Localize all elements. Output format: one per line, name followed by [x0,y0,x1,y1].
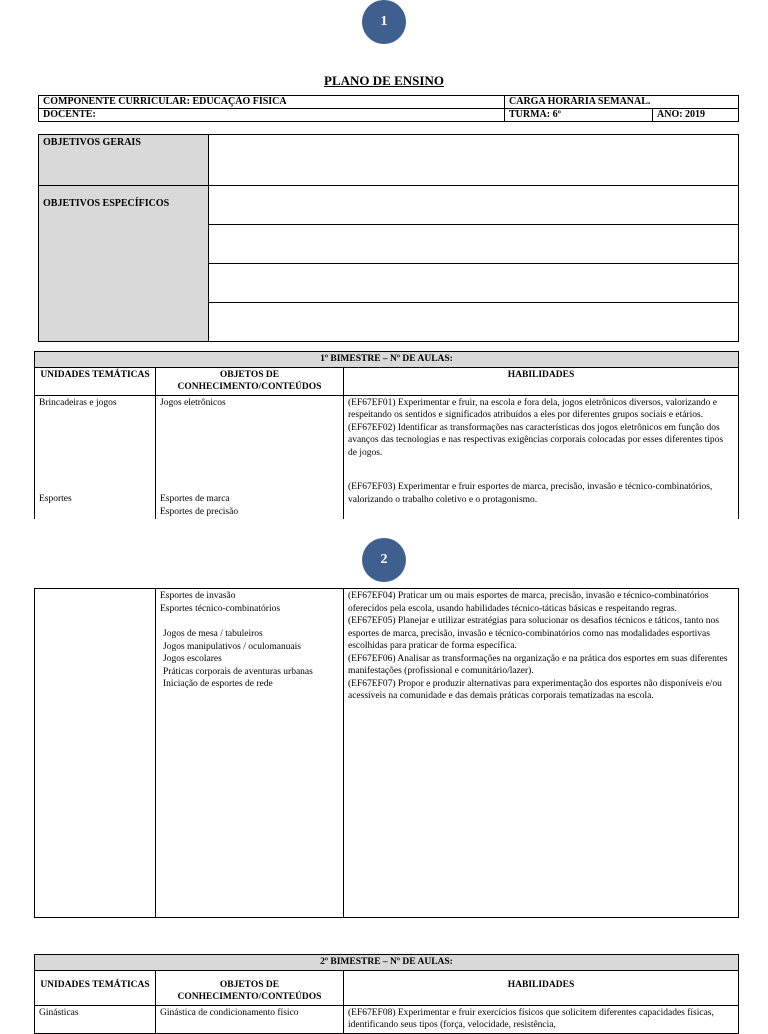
objeto-jogos-manipulativos: Jogos manipulativos / oculomanuais [163,641,302,652]
habilidade-ef67ef04: (EF67EF04) Praticar um ou mais esportes de marca, precisão, invasão e técnico-combinatórios oferecidos pela escola, usando habilidades técnico-táticas básicas e respeitando regras. [348,591,709,614]
componente-curricular: COMPONENTE CURRICULAR: EDUCAÇÃO FÍSICA [39,96,505,109]
objeto-praticas-aventuras: Práticas corporais de aventuras urbanas [163,666,313,677]
objetivos-especificos-field-2[interactable] [209,225,739,264]
col-unidades-tematicas-2: UNIDADES TEMÁTICAS [35,970,156,1005]
objetos-bim1 [156,395,344,519]
habilidade-ef67ef05: (EF67EF05) Planejar e utilizar estratégias para solucionar os desafios técnicos e táticos, tanto nos esportes de marca, precisão, invasão e técnico-combinatórios como nas modalidades esportivas escolhidas para praticar de forma específica. [348,616,719,651]
page-number-badge-2: 2 [362,538,406,582]
docente: DOCENTE: [39,109,505,122]
objeto-ginastica-condicionamento: Ginástica de condicionamento físico [156,1005,344,1033]
objeto-jogos-escolares: Jogos escolares [163,654,222,664]
objeto-esportes-precisao: Esportes de precisão [160,506,239,517]
continuation-habilidades [344,589,739,918]
objetivos-especificos-field-1[interactable] [209,186,739,225]
document-title: PLANO DE ENSINO [324,73,444,88]
ano: ANO: 2019 [653,109,739,122]
carga-horaria: CARGA HORÁRIA SEMANAL. [505,96,739,109]
habilidade-ef67ef01: (EF67EF01) Experimentar e fruir, na escola e fora dela, jogos eletrônicos diversos, valorizando e respeitando os sentidos e significados atribuídos a eles por diferentes grupos sociais e etários. [348,397,717,420]
continuation-table [34,588,739,918]
header-info-table [38,95,739,122]
unidade-brincadeiras-text: Brincadeiras e jogos [39,397,117,408]
habilidades-bim1 [344,395,739,519]
objeto-esportes-tecnico: Esportes técnico-combinatórios [160,603,281,614]
habilidade-ef67ef07: (EF67EF07) Propor e produzir alternativas para experimentação dos esportes não disponíveis e/ou acessíveis na comunidade e das demais práticas corporais tematizadas na escola. [348,678,722,701]
unidade-brincadeiras [35,395,156,519]
objetivos-gerais-field[interactable] [209,135,739,186]
bimestre-1-table [34,351,739,519]
objeto-esportes-marca: Esportes de marca [160,494,230,504]
col-objetos-conhecimento-2: OBJETOS DE CONHECIMENTO/CONTEÚDOS [156,970,344,1005]
habilidade-ef67ef02: (EF67EF02) Identificar as transformações nas características dos jogos eletrônicos em função dos avanços das tecnologias e nas respectivas exigências corporais colocadas por esses diferentes tipos de jogos. [348,422,724,458]
habilidade-ef67ef08: (EF67EF08) Experimentar e fruir exercícios físicos que solicitem diferentes capacidades físicas, identificando seus tipos (força, velocidade, resistência, [344,1005,739,1033]
objetivos-especificos-field-3[interactable] [209,264,739,303]
page-number-badge-1: 1 [362,0,406,44]
objetivos-especificos-label [39,186,209,342]
turma: TURMA: 6º [505,109,653,122]
objetivos-gerais-label: OBJETIVOS GERAIS [39,135,209,186]
objectives-table [38,134,739,342]
habilidade-ef67ef06: (EF67EF06) Analisar as transformações na organização e na prática dos esportes em suas diferentes manifestações (profissional e comunitário/lazer). [348,653,728,676]
objeto-esportes-rede: Iniciação de esportes de rede [163,679,273,689]
unidade-esportes: Esportes [39,494,72,504]
bimestre-1-header: 1º BIMESTRE – Nº DE AULAS: [35,352,739,368]
habilidade-ef67ef03: (EF67EF03) Experimentar e fruir esportes de marca, precisão, invasão e técnico-combinatórios, valorizando o trabalho coletivo e o protagonismo. [348,482,713,505]
objetivos-especificos-field-4[interactable] [209,303,739,342]
bimestre-2-table [34,954,739,1034]
col-objetos-conhecimento: OBJETOS DE CONHECIMENTO/CONTEÚDOS [156,367,344,395]
continuation-objetos [156,589,344,918]
objeto-esportes-invasao: Esportes de invasão [160,591,236,601]
col-habilidades: HABILIDADES [344,367,739,395]
objeto-jogos-mesa: Jogos de mesa / tabuleiros [163,629,263,639]
objeto-jogos-eletronicos: Jogos eletrônicos [160,397,226,408]
col-unidades-tematicas: UNIDADES TEMÁTICAS [35,367,156,395]
col-habilidades-2: HABILIDADES [344,970,739,1005]
objetivos-especificos-text: OBJETIVOS ESPECÍFICOS [43,198,170,209]
unidade-ginasticas: Ginásticas [35,1005,156,1033]
bimestre-2-header: 2º BIMESTRE – Nº DE AULAS: [35,955,739,971]
continuation-unidades [35,589,156,918]
